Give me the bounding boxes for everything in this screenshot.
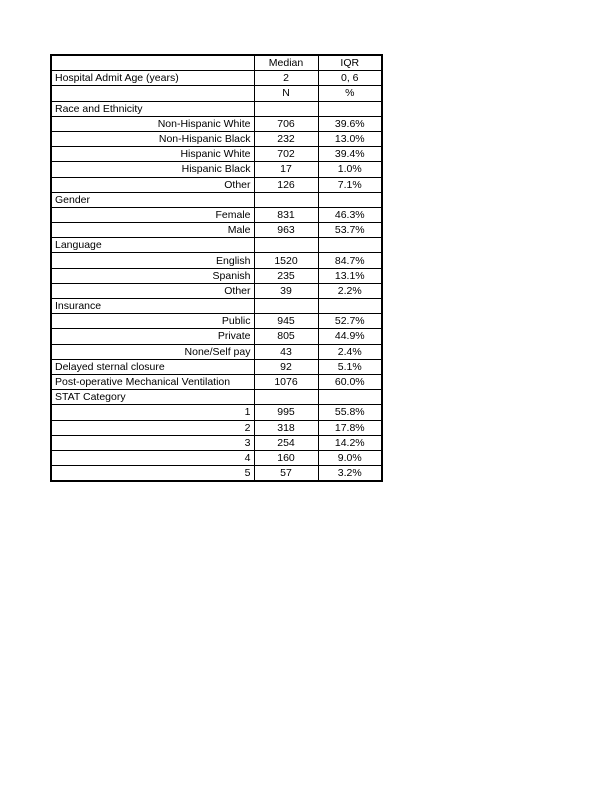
count-cell: 57 <box>254 466 318 482</box>
count-cell: 1520 <box>254 253 318 268</box>
count-cell <box>254 192 318 207</box>
percent-cell: 13.0% <box>318 131 382 146</box>
variable-label-cell: Race and Ethnicity <box>51 101 254 116</box>
table-row <box>51 116 382 131</box>
count-cell: 702 <box>254 147 318 162</box>
category-label-cell: 3 <box>51 435 254 450</box>
category-label-cell: Spanish <box>51 268 254 283</box>
table-row <box>51 253 382 268</box>
demographics-table-container <box>50 54 383 482</box>
table-row <box>51 147 382 162</box>
category-label-cell: 2 <box>51 420 254 435</box>
count-cell: 39 <box>254 283 318 298</box>
category-label-cell: Non-Hispanic Black <box>51 131 254 146</box>
percent-cell: 2.4% <box>318 344 382 359</box>
percent-cell: 7.1% <box>318 177 382 192</box>
count-cell: 945 <box>254 314 318 329</box>
table-row <box>51 131 382 146</box>
table-row <box>51 420 382 435</box>
table-row <box>51 101 382 116</box>
category-label-cell: Hispanic Black <box>51 162 254 177</box>
percent-cell: 55.8% <box>318 405 382 420</box>
percent-cell <box>318 101 382 116</box>
category-label-cell: Other <box>51 177 254 192</box>
table-row <box>51 344 382 359</box>
count-cell: 706 <box>254 116 318 131</box>
table-row <box>51 390 382 405</box>
table-row <box>51 177 382 192</box>
count-cell <box>254 238 318 253</box>
header-label-cell <box>51 55 254 71</box>
category-label-cell: Private <box>51 329 254 344</box>
percent-cell <box>318 299 382 314</box>
count-cell: 831 <box>254 207 318 222</box>
count-cell: 1076 <box>254 374 318 389</box>
table-row <box>51 374 382 389</box>
table-row <box>51 268 382 283</box>
percent-cell: 39.6% <box>318 116 382 131</box>
category-label-cell: Male <box>51 223 254 238</box>
header-row <box>51 55 382 71</box>
percent-cell: 60.0% <box>318 374 382 389</box>
count-cell: 805 <box>254 329 318 344</box>
percent-cell <box>318 192 382 207</box>
percent-cell: 14.2% <box>318 435 382 450</box>
category-label-cell: Female <box>51 207 254 222</box>
category-label-cell: English <box>51 253 254 268</box>
table-row <box>51 329 382 344</box>
table-row <box>51 223 382 238</box>
count-cell: N <box>254 86 318 101</box>
percent-cell: 0, 6 <box>318 71 382 86</box>
demographics-table <box>50 54 383 482</box>
category-label-cell: 5 <box>51 466 254 482</box>
percent-cell: 5.1% <box>318 359 382 374</box>
table-row <box>51 450 382 465</box>
count-cell: 43 <box>254 344 318 359</box>
category-label-cell: 4 <box>51 450 254 465</box>
count-cell: 963 <box>254 223 318 238</box>
percent-cell <box>318 238 382 253</box>
table-row <box>51 238 382 253</box>
header-median-cell: Median <box>254 55 318 71</box>
count-cell: 160 <box>254 450 318 465</box>
count-cell: 126 <box>254 177 318 192</box>
category-label-cell: 1 <box>51 405 254 420</box>
table-body <box>51 55 382 481</box>
percent-cell: 46.3% <box>318 207 382 222</box>
percent-cell: % <box>318 86 382 101</box>
variable-label-cell <box>51 86 254 101</box>
percent-cell: 9.0% <box>318 450 382 465</box>
count-cell: 254 <box>254 435 318 450</box>
count-cell: 17 <box>254 162 318 177</box>
count-cell: 232 <box>254 131 318 146</box>
variable-label-cell: Hospital Admit Age (years) <box>51 71 254 86</box>
count-cell <box>254 101 318 116</box>
table-row <box>51 466 382 482</box>
table-row <box>51 314 382 329</box>
percent-cell: 2.2% <box>318 283 382 298</box>
table-row <box>51 299 382 314</box>
percent-cell: 13.1% <box>318 268 382 283</box>
count-cell: 2 <box>254 71 318 86</box>
count-cell: 92 <box>254 359 318 374</box>
table-row <box>51 162 382 177</box>
category-label-cell: Non-Hispanic White <box>51 116 254 131</box>
table-row <box>51 283 382 298</box>
table-row <box>51 207 382 222</box>
table-row <box>51 71 382 86</box>
percent-cell: 53.7% <box>318 223 382 238</box>
count-cell: 235 <box>254 268 318 283</box>
percent-cell: 84.7% <box>318 253 382 268</box>
count-cell: 995 <box>254 405 318 420</box>
percent-cell: 17.8% <box>318 420 382 435</box>
variable-label-cell: Insurance <box>51 299 254 314</box>
category-label-cell: Hispanic White <box>51 147 254 162</box>
percent-cell <box>318 390 382 405</box>
table-row <box>51 192 382 207</box>
count-cell <box>254 299 318 314</box>
percent-cell: 1.0% <box>318 162 382 177</box>
table-row <box>51 405 382 420</box>
percent-cell: 39.4% <box>318 147 382 162</box>
variable-label-cell: Delayed sternal closure <box>51 359 254 374</box>
category-label-cell: Other <box>51 283 254 298</box>
count-cell: 318 <box>254 420 318 435</box>
percent-cell: 44.9% <box>318 329 382 344</box>
percent-cell: 3.2% <box>318 466 382 482</box>
percent-cell: 52.7% <box>318 314 382 329</box>
variable-label-cell: Gender <box>51 192 254 207</box>
header-iqr-cell: IQR <box>318 55 382 71</box>
table-row <box>51 86 382 101</box>
variable-label-cell: Language <box>51 238 254 253</box>
table-row <box>51 435 382 450</box>
category-label-cell: Public <box>51 314 254 329</box>
count-cell <box>254 390 318 405</box>
variable-label-cell: Post-operative Mechanical Ventilation <box>51 374 254 389</box>
variable-label-cell: STAT Category <box>51 390 254 405</box>
category-label-cell: None/Self pay <box>51 344 254 359</box>
table-row <box>51 359 382 374</box>
